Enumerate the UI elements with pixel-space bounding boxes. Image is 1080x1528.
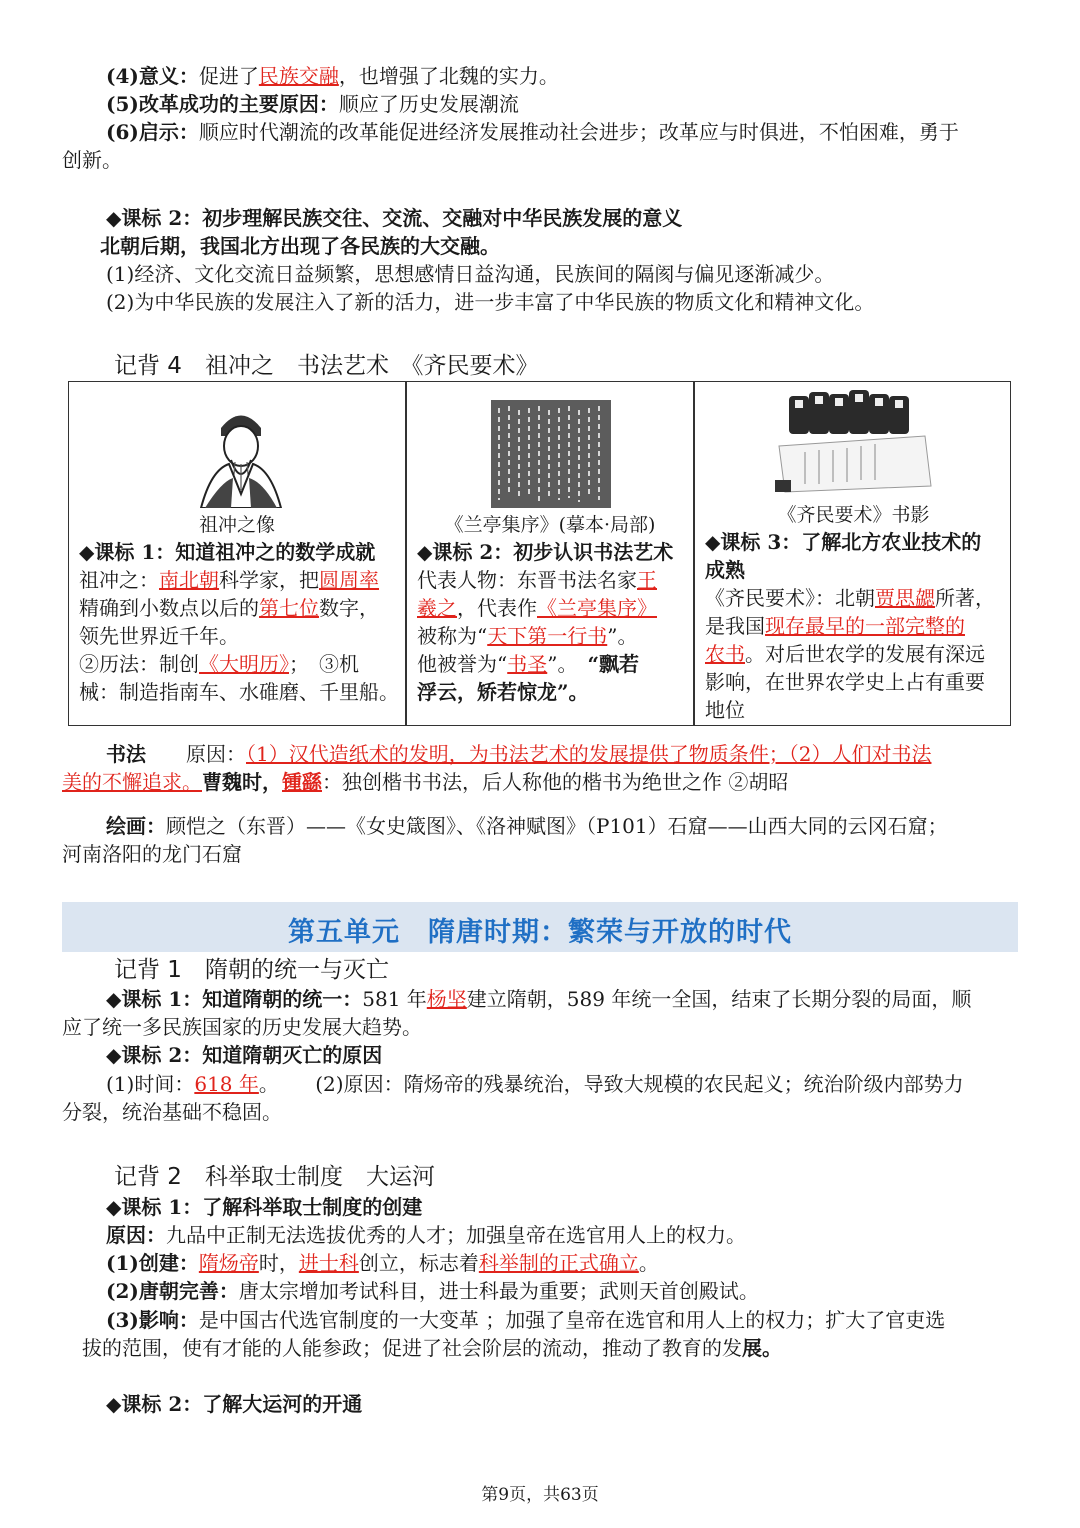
perfect-label: (2)唐朝完善：: [106, 1279, 239, 1303]
cell3-line: 影响，在世界农学史上占有重要: [705, 670, 985, 694]
text-span: 《齐民要术》：北朝: [705, 586, 875, 610]
text-span: 拔的范围，使有才能的人能参政；促进了社会阶层的流动，推动了教育的发: [82, 1336, 742, 1360]
kebiao-label: ◆课标 1：知道隋朝的统一：: [106, 987, 363, 1011]
canal-kebiao: ◆课标 2：了解大运河的开通: [106, 1392, 363, 1416]
highlight-text: 现存最早的一部完整的: [765, 614, 965, 638]
jibei2-heading: 记背 2 科举取士制度 大运河: [114, 1164, 435, 1190]
keju-perfect: [106, 1277, 759, 1305]
inspiration-cont: 创新。: [62, 148, 122, 172]
cell2-kebiao: ◆课标 2：初步认识书法艺术: [417, 540, 674, 564]
text-span: ，也增强了北魏的实力。: [338, 64, 559, 88]
book-caption: 《齐民要术》书影: [777, 504, 930, 526]
highlight-text: 《大明历》: [199, 652, 289, 676]
cell3-line: 地位: [705, 698, 745, 722]
cell1-line: 领先世界近千年。: [79, 624, 239, 648]
text-span: 时，: [258, 1251, 299, 1275]
highlight-text: 锺繇: [282, 770, 322, 794]
meaning-label: (4)意义：: [106, 64, 199, 88]
text-span: 祖冲之：: [79, 568, 159, 592]
inspiration-line: [106, 118, 959, 146]
highlight-text: 美的不懈追求。: [62, 770, 202, 794]
highlight-text: 王: [637, 568, 657, 592]
keju-create: [106, 1249, 659, 1277]
text-span: ； ③机: [289, 652, 359, 676]
reason-line: [106, 90, 519, 118]
meaning-line: [106, 62, 559, 90]
highlight-text: 科举制的正式确立: [478, 1251, 639, 1275]
reason-label: (5)改革成功的主要原因：: [106, 92, 339, 116]
highlight-text: 杨坚: [426, 987, 467, 1011]
jibei1-heading: 记背 1 隋朝的统一与灭亡: [114, 957, 389, 983]
text-span: 。对后世农学的发展有深远: [745, 642, 985, 666]
calligraphy-cell: [407, 382, 693, 725]
kebiao2-p2: (2)为中华民族的发展注入了新的活力，进一步丰富了中华民族的物质文化和精神文化。: [106, 290, 875, 314]
page-number: 第9页，共63页: [481, 1485, 599, 1505]
text-span: 科学家，把: [219, 568, 319, 592]
reason-label: 原因：: [106, 1223, 166, 1247]
highlight-text: 农书: [705, 642, 745, 666]
cell1-kebiao: ◆课标 1：知道祖冲之的数学成就: [79, 540, 376, 564]
jibei4-heading: 记背 4 祖冲之 书法艺术 《齐民要术》: [114, 353, 539, 379]
cell3-line: [705, 640, 985, 668]
text-span: 展。: [742, 1336, 782, 1360]
highlight-text: 618 年: [194, 1072, 259, 1096]
cell2-line: [417, 622, 637, 650]
book-image: [775, 388, 935, 494]
text-span: ”。: [607, 624, 638, 648]
highlight-text: 民族交融: [258, 64, 339, 88]
text-span: ：独创楷书书法，后人称他的楷书为绝世之作 ②胡昭: [322, 770, 789, 794]
knowledge-table: [68, 381, 1011, 726]
cell2-line: [417, 594, 657, 622]
text-span: 。: [258, 1072, 269, 1096]
sui-unify-cont: 应了统一多民族国家的历史发展大趋势。: [62, 1015, 422, 1039]
qiminyaoshu-cell: [695, 382, 1012, 725]
kebiao2-p1: (1)经济、文化交流日益频繁，思想感情日益沟通，民族间的隔阂与偏见逐渐减少。: [106, 262, 835, 286]
highlight-text: 圆周率: [319, 568, 379, 592]
cell1-line: [79, 566, 379, 594]
kebiao2-lead: 北朝后期，我国北方出现了各民族的大交融。: [100, 234, 500, 258]
cell2-line: [417, 566, 657, 594]
text-span: 九品中正制无法选拔优秀的人才；加强皇帝在选官用人上的权力。: [166, 1223, 746, 1247]
painting-cont: 河南洛阳的龙门石窟: [62, 842, 242, 866]
text-span: 他被誉为“: [417, 652, 508, 676]
create-label: (1)创建：: [106, 1251, 199, 1275]
text-span: ”。: [547, 652, 568, 676]
cell1-line: 械：制造指南车、水碓磨、千里船。: [79, 680, 399, 704]
highlight-text: 进士科: [298, 1251, 359, 1275]
highlight-text: 第七位: [259, 596, 319, 620]
highlight-text: 书圣: [507, 652, 548, 676]
highlight-text: 贾思勰: [875, 586, 935, 610]
highlight-text: 南北朝: [159, 568, 219, 592]
text-span: 所著，: [935, 586, 995, 610]
text-span: 。: [638, 1251, 659, 1275]
text-span: (1)时间：: [106, 1072, 195, 1096]
kebiao2-title: ◆课标 2：初步理解民族交往、交流、交融对中华民族发展的意义: [106, 206, 683, 230]
cell1-line: [79, 650, 359, 678]
cell2-line: 浮云，矫若惊龙”。: [417, 680, 589, 704]
calligraphy-image: [491, 400, 611, 508]
cell3-kebiao: ◆课标 3：了解北方农业技术的: [705, 530, 982, 554]
sui-fall-cont: 分裂，统治基础不稳固。: [62, 1100, 282, 1124]
highlight-text: 隋炀帝: [198, 1251, 259, 1275]
text-span: 建立隋朝，589 年统一全国，结束了长期分裂的局面，顺: [466, 987, 972, 1011]
text-span: ，代表作: [457, 596, 537, 620]
keju-kebiao: ◆课标 1：了解科举取士制度的创建: [106, 1195, 423, 1219]
highlight-text: （1）汉代造纸术的发明，为书法艺术的发展提供了物质条件；（2）人们对书法: [246, 742, 932, 766]
text-span: (2)原因：隋炀帝的残暴统治，导致大规模的农民起义；统治阶级内部势力: [315, 1072, 964, 1096]
sui-fall-kebiao: ◆课标 2：知道隋朝灭亡的原因: [106, 1043, 383, 1067]
text-span: 顺应了历史发展潮流: [338, 92, 519, 116]
text-span: 被称为“: [417, 624, 488, 648]
text-span: 代表人物：东晋书法名家: [417, 568, 637, 592]
cell3-line: [705, 584, 995, 612]
calligraphy-label: 书法: [106, 742, 146, 766]
text-span: 是中国古代选官制度的一大变革 ；加强了皇帝在选官和用人上的权力；扩大了官吏选: [198, 1308, 946, 1332]
text-span: 唐太宗增加考试科目，进士科最为重要；武则天首创殿试。: [238, 1279, 759, 1303]
unit-banner: [62, 902, 1018, 952]
highlight-text: 《兰亭集序》: [537, 596, 657, 620]
keju-impact-cont: [82, 1334, 782, 1362]
keju-impact: [106, 1306, 945, 1334]
impact-label: (3)影响：: [106, 1308, 199, 1332]
text-span: 顾恺之（东晋）——《女史箴图》、《洛神赋图》（P101）石窟——山西大同的云冈石窟；: [166, 814, 948, 838]
keju-reason: [106, 1221, 746, 1249]
inspiration-label: (6)启示：: [106, 120, 199, 144]
text-span: 促进了: [198, 64, 259, 88]
unit-title: 第五单元 隋唐时期：繁荣与开放的时代: [288, 917, 792, 948]
calligraphy-caption: 《兰亭集序》(摹本·局部): [444, 514, 656, 536]
sui-fall-line: [106, 1070, 964, 1098]
reason-label: 原因：: [186, 742, 246, 766]
text-span: 581 年: [362, 987, 427, 1011]
sui-unify-line: [106, 985, 971, 1013]
portrait-caption: 祖冲之像: [198, 514, 275, 536]
text-span: 创立，标志着: [358, 1251, 479, 1275]
quote-text: “飘若: [587, 652, 639, 676]
cell3-line: 成熟: [705, 558, 745, 582]
cell1-line: [79, 594, 379, 622]
cell2-line: [417, 650, 639, 678]
text-span: 数字，: [319, 596, 379, 620]
highlight-text: 羲之: [417, 596, 457, 620]
text-span: 是我国: [705, 614, 765, 638]
text-span: 顺应时代潮流的改革能促进经济发展推动社会进步；改革应与时俱进，不怕困难，勇于: [198, 120, 959, 144]
calligraphy-reason-line: [106, 740, 931, 768]
cell3-line: [705, 612, 965, 640]
zuchongzhi-cell: [69, 382, 405, 725]
text-span: ②历法：制创: [79, 652, 199, 676]
painting-line: [106, 812, 948, 840]
painting-label: 绘画：: [106, 814, 166, 838]
portrait-image: [191, 398, 291, 508]
bold-text: 曹魏时，: [202, 770, 282, 794]
highlight-text: 天下第一行书: [487, 624, 608, 648]
text-span: 精确到小数点以后的: [79, 596, 259, 620]
calligraphy-reason-cont: [62, 768, 788, 796]
